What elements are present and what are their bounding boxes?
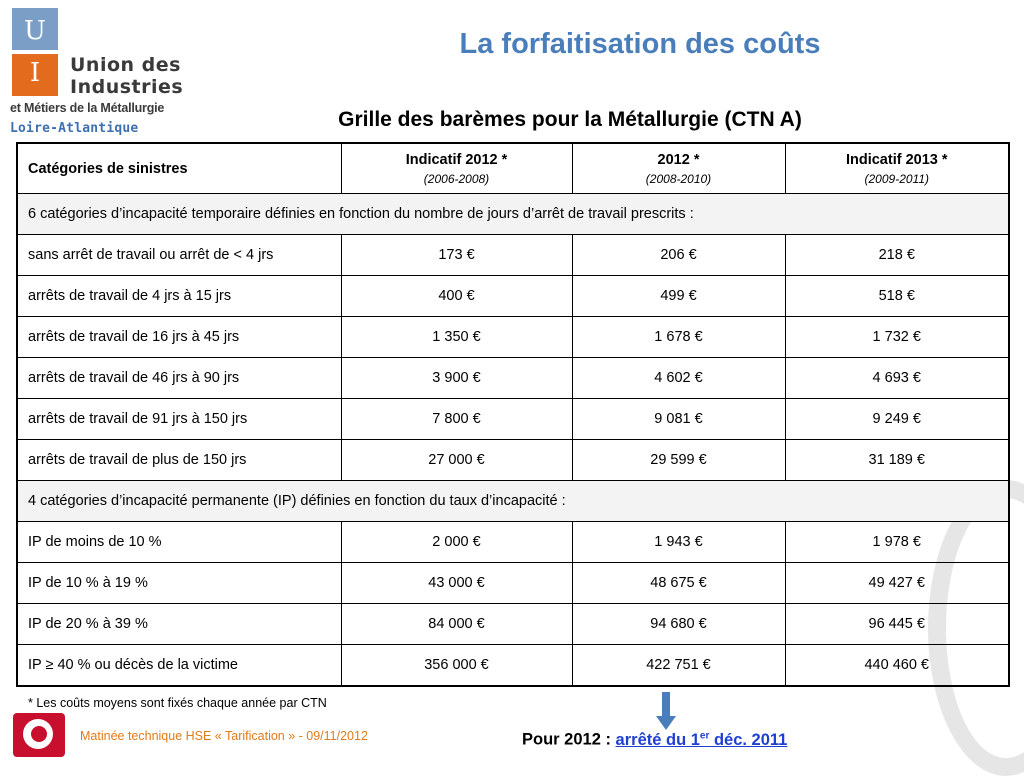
row-label: IP de 10 % à 19 % (17, 563, 341, 604)
row-value: 356 000 € (341, 645, 572, 687)
table-row (17, 604, 1009, 645)
uimm-logo (10, 8, 190, 138)
footer-text: Matinée technique HSE « Tarification » - 09/11/2012 (80, 729, 368, 743)
row-value: 4 602 € (572, 358, 785, 399)
decree-link[interactable]: arrêté du 1er déc. 2011 (615, 730, 788, 749)
logo-letter-i: I (29, 58, 41, 88)
section-label: 6 catégories d’incapacité temporaire définies en fonction du nombre de jours d’arrêt de travail prescrits : (17, 194, 1009, 235)
row-value: 49 427 € (785, 563, 1009, 604)
row-label: arrêts de travail de 4 jrs à 15 jrs (17, 276, 341, 317)
header-indicatif-2013: Indicatif 2013 * (2009-2011) (785, 143, 1009, 194)
row-value: 518 € (785, 276, 1009, 317)
row-value: 94 680 € (572, 604, 785, 645)
table-row (17, 276, 1009, 317)
table-row (17, 235, 1009, 276)
footnote: * Les coûts moyens sont fixés chaque année par CTN (28, 696, 327, 710)
header-indicatif-2012: Indicatif 2012 * (2006-2008) (341, 143, 572, 194)
header-period: (2008-2010) (645, 171, 712, 186)
arrow-down-icon (656, 692, 676, 730)
row-label: sans arrêt de travail ou arrêt de < 4 jrs (17, 235, 341, 276)
logo-name (70, 54, 183, 98)
table-row (17, 358, 1009, 399)
row-value: 7 800 € (341, 399, 572, 440)
row-value: 400 € (341, 276, 572, 317)
header-period: (2009-2011) (864, 171, 929, 186)
row-value: 84 000 € (341, 604, 572, 645)
table-row (17, 522, 1009, 563)
row-value: 96 445 € (785, 604, 1009, 645)
header-category: Catégories de sinistres (17, 143, 341, 194)
bottom-note-prefix: Pour 2012 : (522, 730, 616, 749)
row-value: 206 € (572, 235, 785, 276)
row-label: IP de 20 % à 39 % (17, 604, 341, 645)
row-value: 9 081 € (572, 399, 785, 440)
row-value: 218 € (785, 235, 1009, 276)
row-value: 48 675 € (572, 563, 785, 604)
row-value: 27 000 € (341, 440, 572, 481)
logo-subtitle: et Métiers de la Métallurgie (10, 101, 165, 115)
row-value: 499 € (572, 276, 785, 317)
logo-region: Loire-Atlantique (10, 121, 139, 136)
table-row (17, 563, 1009, 604)
row-value: 1 943 € (572, 522, 785, 563)
table-row (17, 399, 1009, 440)
row-value: 1 350 € (341, 317, 572, 358)
row-label: arrêts de travail de 91 jrs à 150 jrs (17, 399, 341, 440)
header-2012: 2012 * (2008-2010) (572, 143, 785, 194)
row-label: arrêts de travail de 16 jrs à 45 jrs (17, 317, 341, 358)
logo-name-line2: Industries (70, 76, 184, 98)
section-label: 4 catégories d’incapacité permanente (IP) définies en fonction du taux d’incapacité : (17, 481, 1009, 522)
page-title: La forfaitisation des coûts (459, 28, 821, 60)
row-value: 29 599 € (572, 440, 785, 481)
row-value: 9 249 € (785, 399, 1009, 440)
bottom-note (522, 730, 787, 750)
row-value: 1 678 € (572, 317, 785, 358)
row-value: 1 978 € (785, 522, 1009, 563)
row-value: 4 693 € (785, 358, 1009, 399)
row-value: 3 900 € (341, 358, 572, 399)
rates-table (16, 142, 1010, 687)
row-value: 1 732 € (785, 317, 1009, 358)
row-value: 43 000 € (341, 563, 572, 604)
row-value: 440 460 € (785, 645, 1009, 687)
header-period: (2006-2008) (423, 171, 490, 186)
table-header-row (17, 143, 1009, 194)
row-value: 2 000 € (341, 522, 572, 563)
table-row (17, 645, 1009, 687)
table-row (17, 317, 1009, 358)
cnam-logo-icon (13, 713, 65, 757)
logo-mark (12, 8, 58, 96)
row-label: IP ≥ 40 % ou décès de la victime (17, 645, 341, 687)
row-label: arrêts de travail de plus de 150 jrs (17, 440, 341, 481)
row-value: 422 751 € (572, 645, 785, 687)
logo-letter-u: U (24, 16, 46, 46)
section-row-permanent (17, 481, 1009, 522)
page-subtitle: Grille des barèmes pour la Métallurgie (CTN A) (338, 108, 802, 131)
row-value: 31 189 € (785, 440, 1009, 481)
section-row-temporary (17, 194, 1009, 235)
row-label: IP de moins de 10 % (17, 522, 341, 563)
logo-name-line1: Union des (70, 54, 181, 76)
row-value: 173 € (341, 235, 572, 276)
table-row (17, 440, 1009, 481)
row-label: arrêts de travail de 46 jrs à 90 jrs (17, 358, 341, 399)
